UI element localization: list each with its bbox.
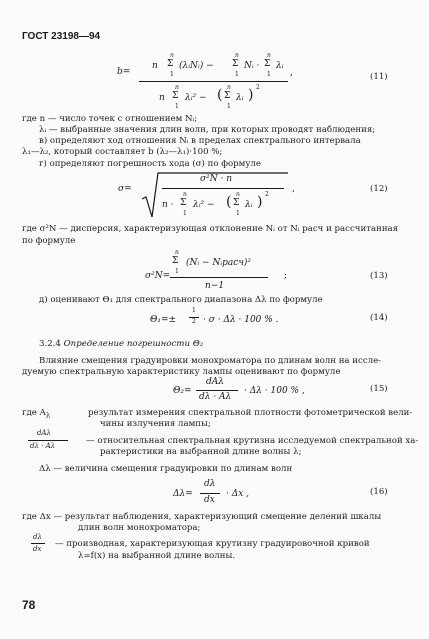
eq15-rhs: · Δλ · 100 % , — [244, 386, 305, 396]
eq13-den: n−1 — [205, 281, 225, 291]
eq11-den-term2: λᵢ — [236, 93, 244, 103]
eq11-den-paren-close: ) — [248, 87, 254, 103]
eq15-den: dλ · Aλ — [199, 392, 232, 402]
eq12-den-sum1-bot: 1 — [183, 210, 187, 217]
page-number: 78 — [22, 598, 36, 612]
eq11-den-paren-open: ( — [217, 87, 223, 103]
eq13-fraction-bar — [170, 277, 268, 278]
eq13-num-term: (Nᵢ − Nᵢрасч)² — [186, 258, 252, 268]
eq13-tail: ; — [284, 271, 288, 281]
eq15-label: (15) — [370, 384, 388, 394]
paragraph-6-frac-den: dx — [33, 545, 42, 553]
eq11-den-sum1-bot: 1 — [175, 103, 179, 110]
section-title: Определение погрешности Θ₂ — [63, 339, 204, 349]
eq11-den-n: n — [159, 93, 165, 103]
eq14-lhs: Θ₁=± — [150, 315, 177, 325]
eq12-den-term2: λᵢ — [245, 200, 253, 210]
document-code: ГОСТ 23198—94 — [22, 31, 101, 42]
eq11-den-sum2-bot: 1 — [227, 103, 231, 110]
eq15-num: dAλ — [206, 377, 224, 387]
eq11-den-sum2: Σ — [224, 91, 231, 101]
paragraph-5-line-3: — относительная спектральная крутизна исследуемой спектральной ха- — [86, 436, 419, 446]
eq12-den-sum1: Σ — [180, 198, 187, 208]
paragraph-6-fraction-bar — [31, 543, 45, 544]
eq14-frac-num: 1 — [192, 307, 196, 314]
paragraph-4-line-2: дуемую спектральную характеристику лампы оценивают по формуле — [22, 367, 341, 377]
eq16-num: dλ — [204, 479, 216, 489]
eq12-den-paren-close: ) — [257, 194, 263, 210]
eq12-den-paren-open: ( — [226, 194, 232, 210]
eq12-den-sum2-bot: 1 — [236, 210, 240, 217]
paragraph-1-line-3: в) определяют ход отношения Nᵢ в пределах спектрального интервала — [39, 136, 361, 146]
eq16-rhs: · Δx , — [226, 489, 250, 499]
paragraph-5-line-2: чины излучения лампы; — [100, 419, 211, 429]
eq12-lhs: σ= — [118, 184, 132, 194]
eq13-lhs: σ²N= — [145, 271, 171, 281]
eq13-label: (13) — [370, 271, 388, 281]
eq11-num-sum1-top: n — [170, 52, 174, 59]
paragraph-6-line-1: где Δx — результат наблюдения, характеризующий смещение делений шкалы — [22, 512, 382, 522]
paragraph-6-line-4: λ=f(x) на выбранной длине волны. — [78, 551, 236, 561]
eq12-fraction-bar — [162, 188, 284, 189]
paragraph-2-line-2: по формуле — [22, 236, 76, 246]
paragraph-5-line-5: Δλ — величина смещения градуировки по длинам волн — [39, 464, 293, 474]
eq12-tail: , — [292, 184, 295, 194]
paragraph-2-line-1: где σ²N — дисперсия, характеризующая отклонение Nᵢ от Nᵢ расч и рассчитанная — [22, 224, 399, 234]
eq11-num-sum1: Σ — [167, 59, 174, 69]
paragraph-4-line-1: Влияние смещения градуировки монохроматора по длинам волн на иссле- — [39, 356, 382, 366]
eq11-num-sum2-bot: 1 — [235, 71, 239, 78]
eq12-den-term1: λᵢ² − — [193, 200, 215, 210]
paragraph-5-line-1-lead — [22, 408, 50, 422]
paragraph-6-line-2: длин волн монохроматора; — [78, 523, 201, 533]
eq12-den-n: n · — [162, 200, 174, 210]
section-number: 3.2.4 — [39, 339, 61, 349]
eq14-rhs: · σ · Δλ · 100 % . — [203, 315, 279, 325]
eq11-num-sum3-bot: 1 — [267, 71, 271, 78]
eq13-sum-top: n — [175, 249, 179, 256]
eq11-num-term2: Nᵢ · — [244, 61, 260, 71]
eq11-den-sum2-top: n — [227, 84, 231, 91]
eq12-den-exp: 2 — [265, 191, 269, 198]
paragraph-5-frac-num: dAλ — [37, 429, 51, 437]
eq11-den-sum1: Σ — [172, 91, 179, 101]
paragraph-5-fraction-bar — [28, 440, 68, 441]
eq11-num-term3: λᵢ — [276, 61, 284, 71]
eq16-lhs: Δλ= — [173, 489, 193, 499]
eq12-label: (12) — [370, 184, 388, 194]
eq11-num-sum1-bot: 1 — [170, 71, 174, 78]
paragraph-6-frac-num: dλ — [33, 533, 42, 541]
eq15-lhs: Θ₂= — [173, 386, 192, 396]
paragraph-6-line-3: — производная, характеризующая крутизну градуировочной кривой — [55, 539, 370, 549]
paragraph-1-line-4: λ₁—λ₂, который составляет b (λ₂—λ₁)·100 %; — [22, 147, 223, 157]
eq13-sum: Σ — [172, 256, 179, 266]
eq15-fraction-bar — [196, 390, 238, 391]
eq11-num-sum2-top: n — [235, 52, 239, 59]
eq11-den-sum1-top: n — [175, 84, 179, 91]
eq11-den-exp: 2 — [256, 84, 260, 91]
eq14-label: (14) — [370, 313, 388, 323]
paragraph-1-line-5: г) определяют погрешность хода (σ) по формуле — [39, 159, 261, 169]
eq11-fraction-bar — [139, 81, 288, 82]
eq11-num-n: n — [152, 61, 158, 71]
eq11-num-sum3-top: n — [267, 52, 271, 59]
eq11-den-term1: λᵢ² − — [185, 93, 207, 103]
paragraph-1-line-2: λᵢ — выбранные значения длин волн, при которых проводят наблюдения; — [39, 125, 376, 135]
eq12-den-sum1-top: n — [183, 191, 187, 198]
eq12-den-sum2: Σ — [233, 198, 240, 208]
eq11-num-sum3: Σ — [264, 59, 271, 69]
eq11-num-sum2: Σ — [232, 59, 239, 69]
paragraph-1-line-1: где n — число точек с отношением Nᵢ; — [22, 114, 198, 124]
eq12-num: σ²N · n — [200, 174, 233, 184]
eq11-num-term1: (λᵢNᵢ) − — [179, 61, 214, 71]
paragraph-5-lead-text: где A — [22, 408, 46, 418]
eq14-frac-den: 2 — [192, 318, 196, 325]
eq11-lhs: b= — [117, 67, 131, 77]
eq11-tail: , — [290, 68, 293, 78]
eq16-den: dx — [204, 495, 215, 505]
section-heading — [39, 339, 203, 350]
paragraph-5-line-1: результат измерения спектральной плотности фотометрической вели- — [88, 408, 413, 418]
eq13-sum-bot: 1 — [175, 268, 179, 275]
paragraph-5-lead-sub: λ — [45, 411, 51, 420]
eq11-label: (11) — [370, 72, 388, 82]
paragraph-5-frac-den: dλ · Aλ — [30, 442, 56, 450]
paragraph-5-line-4: рактеристики на выбранной длине волны λ; — [100, 447, 302, 457]
eq16-fraction-bar — [200, 493, 220, 494]
eq16-label: (16) — [370, 487, 388, 497]
paragraph-3-line-1: д) оценивают Θ₁ для спектрального диапазона Δλ по формуле — [39, 295, 323, 305]
eq12-den-sum2-top: n — [236, 191, 240, 198]
